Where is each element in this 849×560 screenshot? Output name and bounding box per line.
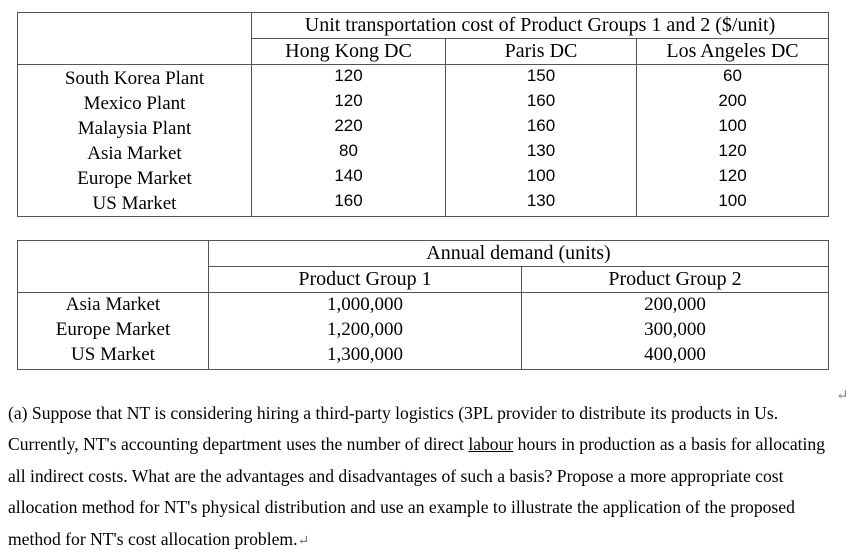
question-underlined-word: labour bbox=[468, 434, 514, 455]
table1-hong-kong-values bbox=[252, 65, 446, 217]
question-return-mark: ↵ bbox=[297, 533, 310, 549]
table1-title: Unit transportation cost of Product Groups 1 and 2 ($/unit) bbox=[252, 13, 829, 39]
table2-cell: 1,000,000 bbox=[327, 293, 403, 315]
table1-cell: 160 bbox=[526, 115, 556, 135]
question-text-part2: hours in production as a basis for allocating all indirect costs. What are the advantages and disadvantages of such a basis? Propose a more appropriate cost allocation method for NT's physical distribution and use an example to illustrate the application of the proposed method for NT's cost allocation problem. bbox=[8, 434, 825, 549]
table1-cell: 120 bbox=[718, 165, 747, 185]
table1-cell: 100 bbox=[718, 115, 747, 135]
table2-row-label: US Market bbox=[71, 343, 155, 365]
table1-cell: 120 bbox=[718, 140, 747, 160]
table1-row-label: Malaysia Plant bbox=[77, 117, 192, 139]
table2-cell: 1,300,000 bbox=[327, 343, 403, 365]
table1-row-label: Mexico Plant bbox=[83, 92, 186, 114]
table1-header-hong-kong: Hong Kong DC bbox=[252, 39, 446, 65]
table1-cell: 160 bbox=[526, 90, 556, 110]
table1-corner-cell bbox=[18, 13, 252, 65]
table1-cell: 140 bbox=[334, 165, 363, 185]
question-text-part1: (a) Suppose that NT is considering hiring a third-party logistics (3PL provider to distribute its products in Us. Currently, NT's accounting department uses the number of direct bbox=[8, 403, 779, 455]
table2-row-label: Asia Market bbox=[65, 293, 161, 315]
table1-header-paris: Paris DC bbox=[446, 39, 637, 65]
table1-cell: 200 bbox=[718, 90, 747, 110]
table1-cell: 160 bbox=[334, 190, 363, 210]
table1-cell: 220 bbox=[334, 115, 363, 135]
table2-cell: 300,000 bbox=[644, 318, 706, 340]
table2-corner-cell bbox=[18, 241, 209, 293]
table1-cell: 100 bbox=[718, 190, 747, 210]
table2-header-product-group-2: Product Group 2 bbox=[522, 267, 829, 293]
table1-cell: 100 bbox=[526, 165, 556, 185]
table2-title: Annual demand (units) bbox=[209, 241, 829, 267]
table1-cell: 130 bbox=[526, 140, 556, 160]
table1-row-labels bbox=[18, 65, 252, 217]
table1-cell: 80 bbox=[339, 140, 358, 160]
table1-row-label: Europe Market bbox=[77, 167, 192, 189]
table1-row-label: US Market bbox=[92, 192, 177, 214]
transportation-cost-table bbox=[17, 12, 829, 217]
paragraph-return-mark: ↵ bbox=[836, 388, 849, 404]
table1-paris-values bbox=[446, 65, 637, 217]
table2-cell: 1,200,000 bbox=[327, 318, 403, 340]
question-paragraph bbox=[8, 398, 844, 557]
table2-row-labels bbox=[18, 293, 209, 370]
table2-product-group-2-values bbox=[522, 293, 829, 370]
table1-cell: 130 bbox=[526, 190, 556, 210]
table2-product-group-1-values bbox=[209, 293, 522, 370]
annual-demand-table bbox=[17, 240, 829, 370]
table1-row-label: South Korea Plant bbox=[64, 67, 205, 89]
table1-los-angeles-values bbox=[637, 65, 829, 217]
table2-header-product-group-1: Product Group 1 bbox=[209, 267, 522, 293]
table2-row-label: Europe Market bbox=[55, 318, 171, 340]
table1-row-label: Asia Market bbox=[87, 142, 182, 164]
table2-cell: 200,000 bbox=[644, 293, 706, 315]
table1-header-los-angeles: Los Angeles DC bbox=[637, 39, 829, 65]
table2-cell: 400,000 bbox=[644, 343, 706, 365]
table1-cell: 150 bbox=[526, 65, 556, 85]
table1-cell: 120 bbox=[334, 65, 363, 85]
table1-cell: 120 bbox=[334, 90, 363, 110]
table1-cell: 60 bbox=[723, 65, 742, 85]
